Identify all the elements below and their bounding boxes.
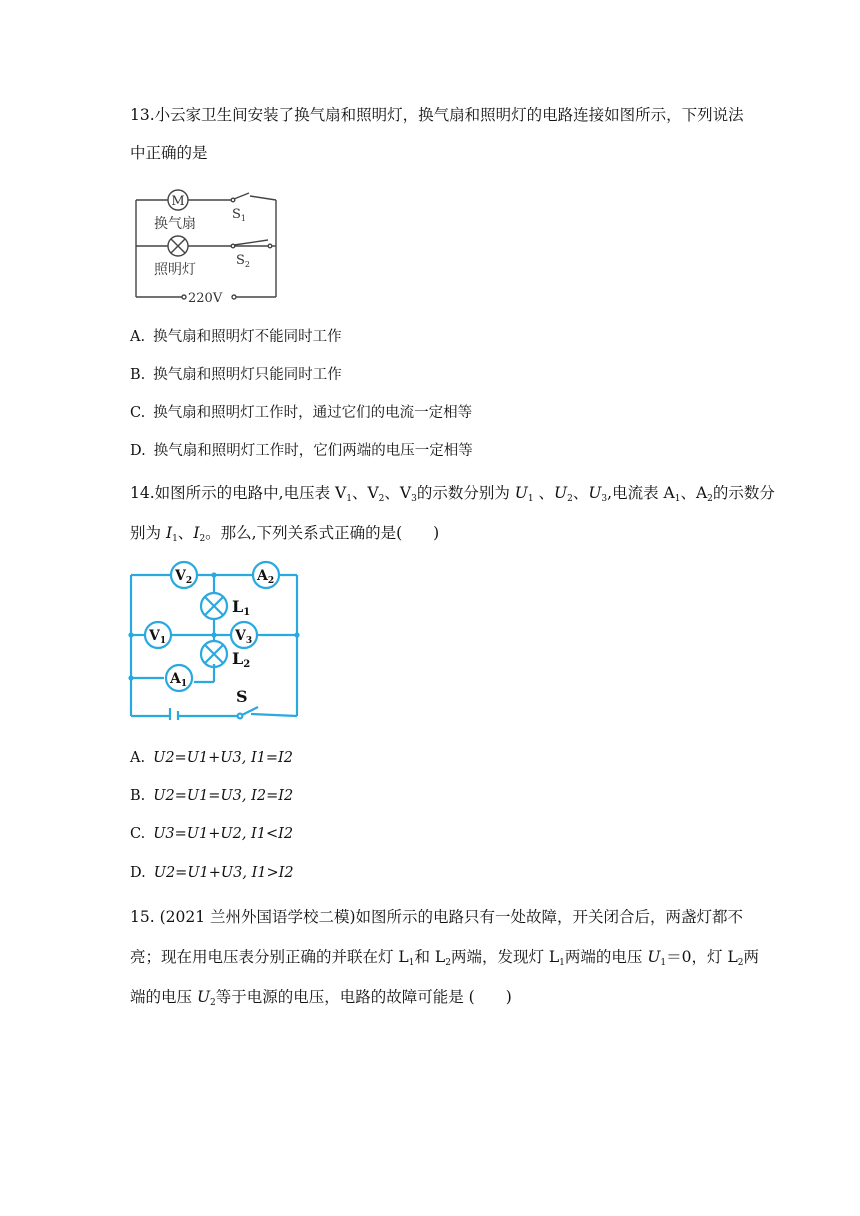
a2-meter-label: $A_2$: [257, 568, 275, 586]
v3-meter-label: $V_3$: [235, 628, 253, 646]
q13-option-d: D. 换气扇和照明灯工作时，它们两端的电压一定相等: [130, 443, 473, 459]
lamp-label: 照明灯: [154, 262, 196, 278]
switch2-label: $S_2$: [236, 253, 250, 269]
l2-lamp-label: L2: [232, 649, 251, 670]
q14-option-c: C. U3=U1+U2, I1<I2: [130, 826, 294, 842]
q13-option-a: A. 换气扇和照明灯不能同时工作: [130, 329, 342, 345]
v1-meter-label: $V_1$: [149, 628, 167, 646]
motor-symbol: M: [171, 194, 185, 209]
q13-option-b: B. 换气扇和照明灯只能同时工作: [130, 367, 342, 383]
q14-option-b: B. U2=U1=U3, I2=I2: [130, 788, 294, 804]
fan-label: 换气扇: [154, 216, 196, 232]
q14-stem-line2: 别为 $I_1$、$I_2$。那么,下列关系式正确的是( ): [130, 524, 440, 544]
a1-meter-label: $A_1$: [170, 671, 188, 689]
switch-label: S: [236, 687, 248, 706]
q13-stem-line1: 13.小云家卫生间安装了换气扇和照明灯，换气扇和照明灯的电路连接如图所示，下列说法: [130, 106, 744, 124]
q15-stem-line1: 15. (2021 兰州外国语学校二模)如图所示的电路只有一处故障，开关闭合后，两盏灯都不: [130, 908, 744, 926]
q14-option-d: D. U2=U1+U3, I1>I2: [130, 865, 294, 881]
v2-meter-label: $V_2$: [175, 568, 193, 586]
q14-option-a: A. U2=U1+U3, I1=I2: [130, 750, 294, 766]
voltage-label: 220V: [188, 291, 223, 306]
l1-lamp-label: L1: [232, 597, 251, 618]
q13-circuit-figure: [132, 184, 282, 306]
q14-stem-line1: 14.如图所示的电路中,电压表 $V_1$、$V_2$、$V_3$的示数分别为 $U_1$ 、$U_2$、$U_3$,电流表 $A_1$、$A_2$的示数分: [130, 484, 775, 504]
switch1-label: $S_1$: [232, 207, 246, 223]
q14-circuit-figure: [126, 560, 306, 720]
q15-stem-line2: 亮；现在用电压表分别正确的并联在灯 $L_1$和 $L_2$两端，发现灯 $L_1$两端的电压 $U_1=0$，灯 $L_2$两: [130, 948, 759, 968]
q15-stem-line3: 端的电压 $U_2$等于电源的电压，电路的故障可能是 ( ): [130, 988, 512, 1008]
q13-option-c: C. 换气扇和照明灯工作时，通过它们的电流一定相等: [130, 405, 473, 421]
q13-stem-line2: 中正确的是: [130, 144, 208, 162]
